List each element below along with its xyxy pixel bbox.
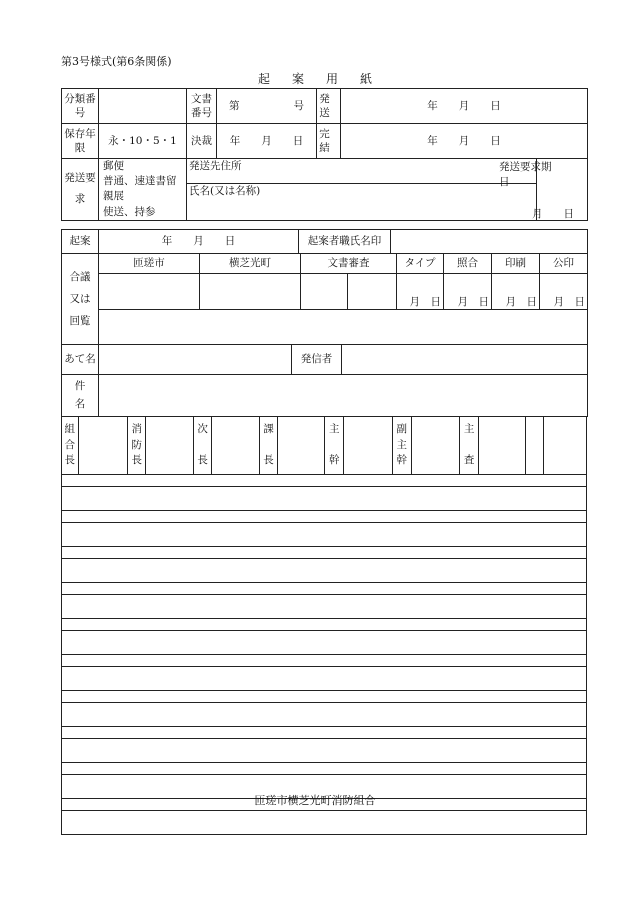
body-line[interactable] bbox=[62, 631, 587, 655]
stamp-kacho[interactable] bbox=[277, 417, 325, 475]
deadline-label: 発送要求期日 bbox=[499, 161, 552, 188]
kiansha-field[interactable] bbox=[391, 230, 588, 254]
col-shogo: 照合 bbox=[444, 254, 492, 274]
yokoshiba-field[interactable] bbox=[200, 274, 301, 310]
body-line[interactable] bbox=[62, 619, 587, 631]
stamp-jicho[interactable] bbox=[212, 417, 260, 475]
body-line[interactable] bbox=[62, 559, 587, 583]
kairan-field[interactable] bbox=[99, 310, 588, 345]
col-koin: 公印 bbox=[540, 254, 588, 274]
body-line[interactable] bbox=[62, 523, 587, 547]
name-label: 氏名(又は名称) bbox=[189, 185, 261, 198]
body-line[interactable] bbox=[62, 739, 587, 763]
approval-table bbox=[61, 416, 587, 475]
go-label: 号 bbox=[293, 99, 305, 112]
col-sosa: 匝瑳市 bbox=[99, 254, 200, 274]
gogi-table bbox=[61, 253, 588, 345]
col-type: タイプ bbox=[397, 254, 444, 274]
role-shukan: 主 幹 bbox=[325, 417, 344, 475]
sosa-field[interactable] bbox=[99, 274, 200, 310]
body-lines bbox=[61, 474, 587, 835]
address-field[interactable] bbox=[187, 159, 537, 184]
role-jicho: 次 長 bbox=[193, 417, 212, 475]
atena-label: あて名 bbox=[62, 345, 99, 375]
stamp-extra-1[interactable] bbox=[525, 417, 544, 475]
kenmei-label: 件 名 bbox=[62, 375, 99, 417]
bunsho-number-field[interactable] bbox=[217, 89, 317, 124]
kanketsu-label: 完結 bbox=[317, 124, 341, 159]
body-line[interactable] bbox=[62, 655, 587, 667]
body-line[interactable] bbox=[62, 691, 587, 703]
bunrui-field[interactable] bbox=[99, 89, 187, 124]
hozon-value[interactable]: 永・10・5・1 bbox=[99, 124, 187, 159]
stamp-shusa[interactable] bbox=[478, 417, 525, 475]
form-number-label: 第3号様式(第6条関係) bbox=[61, 55, 172, 68]
form-table-upper bbox=[61, 88, 588, 221]
bunrui-label: 分類番号 bbox=[62, 89, 99, 124]
body-line[interactable] bbox=[62, 763, 587, 775]
kessai-label: 決裁 bbox=[187, 124, 217, 159]
bunsho-label: 文書番号 bbox=[187, 89, 217, 124]
stamp-shobocho[interactable] bbox=[146, 417, 194, 475]
body-line[interactable] bbox=[62, 475, 587, 487]
col-insatsu: 印刷 bbox=[492, 254, 540, 274]
koin-date[interactable]: 月 日 bbox=[540, 274, 588, 310]
gogi-label: 合議 又は 回覧 bbox=[62, 254, 99, 345]
type-date[interactable]: 月 日 bbox=[397, 274, 444, 310]
deadline-value: 月 日 bbox=[532, 208, 574, 220]
body-line[interactable] bbox=[62, 583, 587, 595]
stamp-extra-2[interactable] bbox=[544, 417, 587, 475]
col-bunsho-shinsa: 文書審査 bbox=[301, 254, 397, 274]
kenmei-field[interactable] bbox=[99, 375, 588, 417]
body-line[interactable] bbox=[62, 487, 587, 511]
hasshinsha-label: 発信者 bbox=[292, 345, 342, 375]
shogo-date[interactable]: 月 日 bbox=[444, 274, 492, 310]
atena-table bbox=[61, 344, 588, 417]
role-kumiaicho: 組 合 長 bbox=[62, 417, 79, 475]
stamp-fukushukan[interactable] bbox=[411, 417, 460, 475]
address-label: 発送先住所 bbox=[189, 160, 242, 172]
kian-label: 起案 bbox=[62, 230, 99, 254]
organization-footer: 匝瑳市横芝光町消防組合 bbox=[254, 794, 376, 807]
delivery-methods[interactable]: 郵便 普通、速達書留 親展 使送、持参 bbox=[99, 159, 187, 221]
hasso-label: 発送 bbox=[317, 89, 341, 124]
body-line[interactable] bbox=[62, 811, 587, 835]
body-line[interactable] bbox=[62, 727, 587, 739]
body-line[interactable] bbox=[62, 667, 587, 691]
hasshinsha-field[interactable] bbox=[342, 345, 588, 375]
body-line[interactable] bbox=[62, 595, 587, 619]
kanketsu-date[interactable]: 年 月 日 bbox=[341, 124, 588, 159]
kian-date[interactable]: 年 月 日 bbox=[99, 230, 299, 254]
hasso-date[interactable]: 年 月 日 bbox=[341, 89, 588, 124]
kiansha-label: 起案者職氏名印 bbox=[299, 230, 391, 254]
stamp-shukan[interactable] bbox=[344, 417, 393, 475]
shinsa-field-2[interactable] bbox=[348, 274, 397, 310]
hasso-yokyu-label: 発送要求 bbox=[62, 159, 99, 221]
form-title: 起案用紙 bbox=[257, 72, 394, 86]
role-shusa: 主 査 bbox=[460, 417, 479, 475]
dai-label: 第 bbox=[229, 99, 240, 112]
shinsa-field-1[interactable] bbox=[301, 274, 348, 310]
hozon-label: 保存年限 bbox=[62, 124, 99, 159]
role-fukushukan: 副 主 幹 bbox=[392, 417, 411, 475]
atena-field[interactable] bbox=[99, 345, 292, 375]
body-line[interactable] bbox=[62, 511, 587, 523]
name-field[interactable] bbox=[187, 184, 537, 221]
stamp-kumiaicho[interactable] bbox=[78, 417, 128, 475]
kian-row bbox=[61, 229, 588, 254]
col-yokoshiba: 横芝光町 bbox=[200, 254, 301, 274]
role-kacho: 課 長 bbox=[260, 417, 278, 475]
kessai-date[interactable]: 年 月 日 bbox=[217, 124, 317, 159]
body-line[interactable] bbox=[62, 547, 587, 559]
role-shobocho: 消 防 長 bbox=[128, 417, 146, 475]
body-line[interactable] bbox=[62, 703, 587, 727]
insatsu-date[interactable]: 月 日 bbox=[492, 274, 540, 310]
